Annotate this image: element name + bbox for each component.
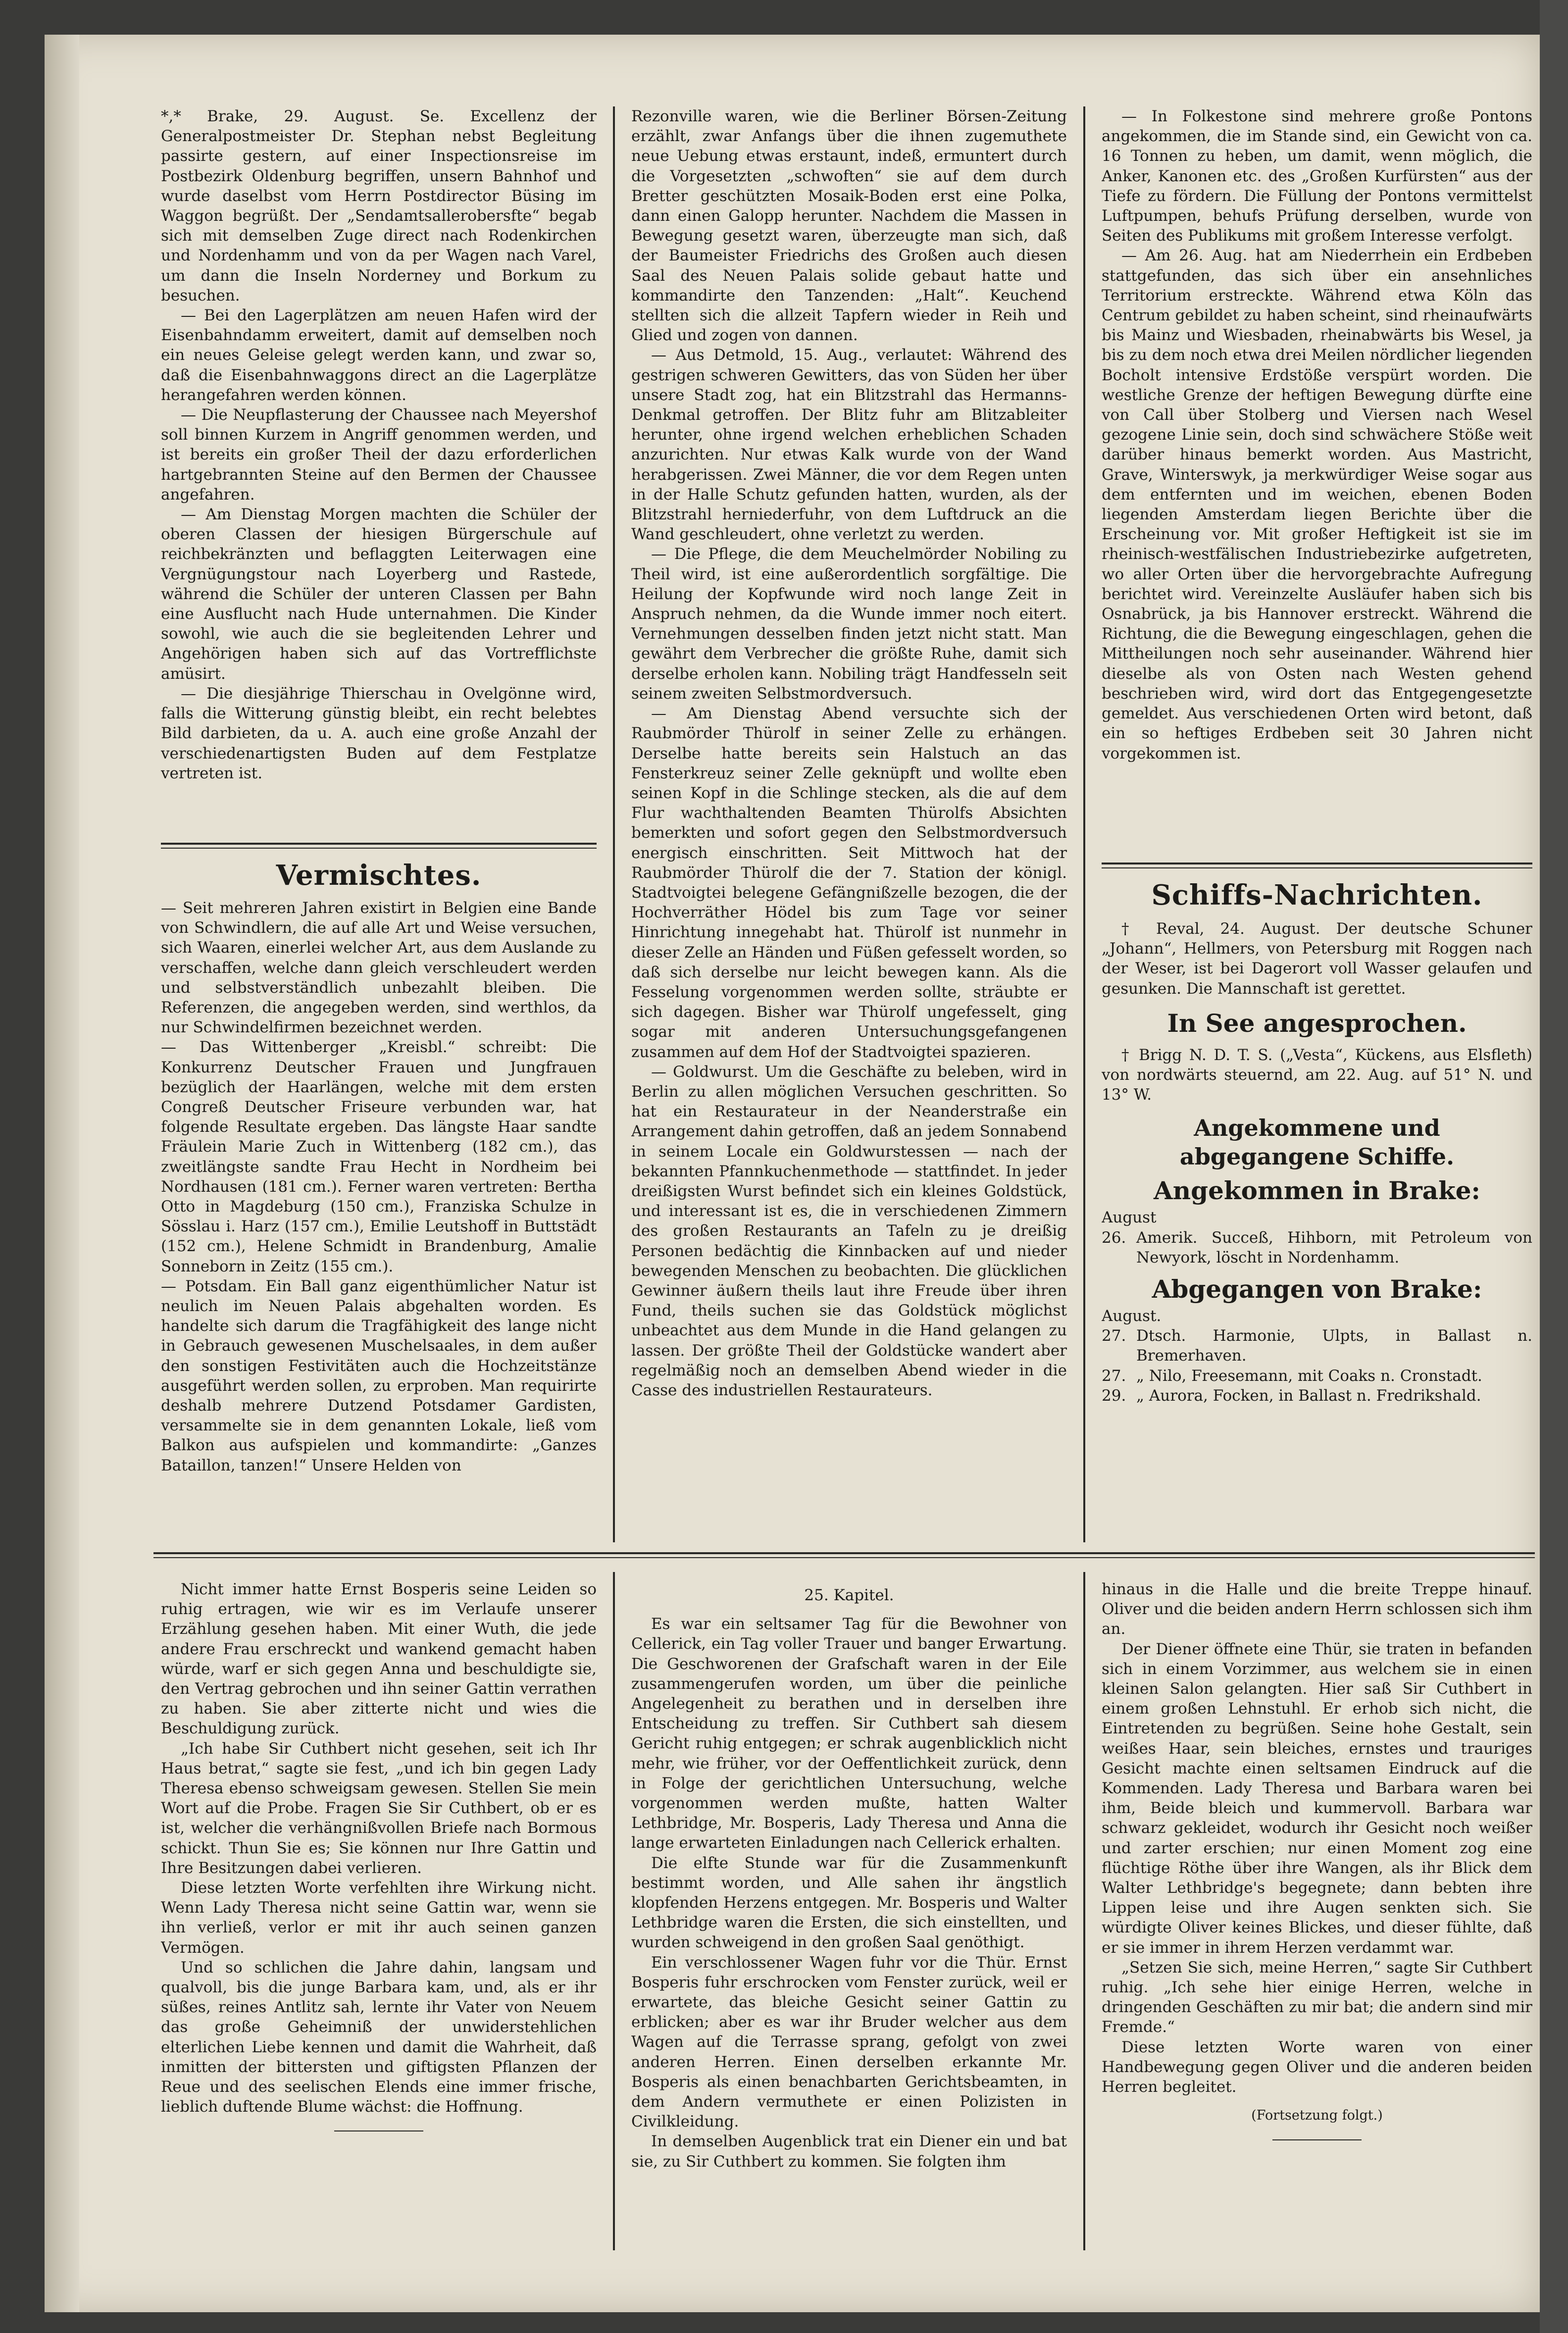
feuilleton-separator: [153, 1552, 1535, 1554]
novel-paragraph: Nicht immer hatte Ernst Bosperis seine Leiden so ruhig ertragen, wie wir es im Verlaufe unserer Erzählung gesehen haben. Mit einer Wuth, die jede andere Frau erschreckt und wankend gemacht haben würde, warf er sich gegen Anna und beschuldigte sie, den Vertrag gebrochen und ihn seiner Gattin verrathen zu haben. Sie aber zitterte nicht und wies die Beschuldigung zurück.: [161, 1580, 597, 1738]
subtitle-abgegangen-von-brake: Abgegangen von Brake:: [1152, 1274, 1482, 1304]
article-rezonville-continued: Rezonville waren, wie die Berliner Börsen-Zeitung erzählt, zwar Anfangs über die ihnen zugemuthete neue Uebung etwas erstaunt, indeß, ermuntert durch die Vorgesetzten „schwoften“ sie auf dem durch Bretter geschützten Mosaik-Boden erst eine Polka, dann einen Galopp herunter. Nachdem die Massen in Bewegung gesetzt waren, überzeugte man sich, daß der Baumeister Friedrichs des Großen auch diesen Saal des Neuen Palais solide gebaut hatte und kommandirte den Tanzenden: „Halt“. Keuchend stellten sich die allzeit Tapfern wieder in Reih und Glied und zogen von dannen.: [631, 107, 1067, 345]
novel-paragraph: In demselben Augenblick trat ein Diener ein und bat sie, zu Sir Cuthbert zu kommen. Sie folgten ihm: [631, 2132, 1067, 2171]
novel-paragraph: „Setzen Sie sich, meine Herren,“ sagte Sir Cuthbert ruhig. „Ich sehe hier einige Herren, welche in dringenden Geschäften zu mir bat; die andern sind mir Fremde.“: [1102, 1958, 1532, 2036]
article-haarlaengen: — Das Wittenberger „Kreisbl.“ schreibt: Die Konkurrenz Deutscher Frauen und Jungfrauen bezüglich der Haarlängen, welche mit dem ersten Congreß Deutscher Friseure verbunden war, hat folgende Resultate ergeben. Das längste Haar sandte Fräulein Marie Zuch in Wittenberg (182 cm.), das zweitlängste sandte Frau Hecht in Nordheim bei Nordhausen (181 cm.). Ferner waren vertreten: Bertha Otto in Magdeburg (150 cm.), Franziska Schulze in Sösslau i. Harz (157 cm.), Emilie Leutshoff in Buttstädt (152 cm.), Helene Schmidt in Brandenburg, Amalie Sonneborn in Zeitz (155 cm.).: [161, 1038, 597, 1275]
arrivals-month: August: [1102, 1209, 1157, 1227]
column-divider-bottom-2: [1083, 1572, 1085, 2250]
novel-paragraph: „Ich habe Sir Cuthbert nicht gesehen, seit ich Ihr Haus betrat,“ sagte sie fest, „und ich bin gegen Lady Theresa ebenso schweigsam gewesen. Stellen Sie mein Wort auf die Probe. Fragen Sie Sir Cuthbert, ob er es ist, welcher die verhängnißvollen Briefe nach Bormous schickt. Thun Sie es; Sie können nur Ihre Gattin und Ihre Besitzungen dabei verlieren.: [161, 1739, 597, 1877]
novel-paragraph: Der Diener öffnete eine Thür, sie traten in befanden sich in einem Vorzimmer, aus welchem sie in einen kleinen Salon gelangten. Hier saß Sir Cuthbert in einem großen Lehnstuhl. Er erhob sich nicht, die Eintretenden zu begrüßen. Seine hohe Gestalt, sein weißes Haar, sein bleiches, ernstes und trauriges Gesicht machte einen seltsamen Eindruck auf die Kommenden. Lady Theresa und Barbara waren bei ihm, Beide bleich und kummervoll. Barbara war schwarz gekleidet, wodurch ihr Gesicht noch weißer und zarter erschien; nur einen Moment zog eine flüchtige Röthe über ihre Wangen, als ihr Blick dem Walter Lethbridge's begegnete; dann bebten ihre Lippen leise und ihre Augen senkten sich. Sie würdigte Oliver keines Blickes, und dieser fühlte, daß er sie immer in ihrem Herzen verdammt war.: [1102, 1640, 1532, 1957]
departure-date: 29.: [1102, 1386, 1126, 1405]
novel-paragraph: Ein verschlossener Wagen fuhr vor die Thür. Ernst Bosperis fuhr erschrocken vom Fenster zurück, weil er erwartete, das bleiche Gesicht seiner Gattin zu erblicken; aber es war ihr Bruder welcher aus dem Wagen auf die Terrasse sprang, gefolgt von zwei anderen Herren. Einen derselben erkannte Mr. Bosperis als einen benachbarten Gerichtsbeamten, in dem Andern vermuthete er einen Polizisten in Civilkleidung.: [631, 1953, 1067, 2131]
departure-text: „ Aurora, Focken, in Ballast n. Fredrikshald.: [1136, 1386, 1481, 1405]
departure-row: [1102, 1326, 1532, 1366]
continuation-note: (Fortsetzung folgt.): [1251, 2108, 1383, 2124]
arrival-text: Amerik. Succeß, Hihborn, mit Petroleum von Newyork, löscht in Nordenhamm.: [1136, 1228, 1532, 1267]
chapter-heading: 25. Kapitel.: [804, 1586, 894, 1604]
subtitle-angekommene: Angekommene und: [1194, 1115, 1440, 1142]
rule-before-vermischtes: [161, 843, 597, 845]
article-detmold-blitz: — Aus Detmold, 15. Aug., verlautet: Während des gestrigen schweren Gewitters, das von Süden her über unsere Stadt zog, hat ein Blitzstrahl das Hermanns-Denkmal getroffen. Der Blitz fuhr am Blitzableiter herunter, ohne irgend welchen erheblichen Schaden anzurichten. Nur etwas Kalk wurde von der Wand herabgerissen. Zwei Männer, die vor dem Regen unten in der Halle Schutz gefunden hatten, wurden, als der Blitzstrahl herniederfuhr, von dem Luftdruck an die Wand geschleudert, ohne verletzt zu werden.: [631, 346, 1067, 544]
section-title-schiffs-nachrichten: Schiffs-Nachrichten.: [1151, 879, 1483, 912]
novel-column-1: [161, 1579, 597, 2248]
column-divider-top-1: [613, 106, 615, 1542]
novel-column-2: [631, 1579, 1067, 2248]
subtitle-abgegangene: abgegangene Schiffe.: [1179, 1143, 1455, 1170]
article-neupflasterung: — Die Neupflasterung der Chaussee nach Meyershof soll binnen Kurzem in Angriff genommen werden, und ist bereits ein großer Theil der dazu erforderlichen hartgebrannten Steine auf den Bermen der Chaussee angefahren.: [161, 406, 597, 504]
rule-before-schiffs-thin: [1102, 867, 1532, 868]
column-end-rule: [1272, 2139, 1362, 2140]
novel-paragraph: Es war ein seltsamer Tag für die Bewohner von Cellerick, ein Tag voller Trauer und banger Erwartung. Die Geschworenen der Grafschaft waren in der Eile zusammengerufen worden, um über die peinliche Angelegenheit zu berathen und in derselben ihre Entscheidung zu treffen. Sir Cuthbert sah diesem Gericht ruhig entgegen; er schrak augenblicklich nicht mehr, wie früher, vor der Oeffentlichkeit zurück, denn in Folge der gerichtlichen Untersuchung, welche vorgenommen werden mußte, hatten Walter Lethbridge, Mr. Bosperis, Lady Theresa und Anna die lange erwarteten Einladungen nach Cellerick erhalten.: [631, 1615, 1067, 1852]
novel-column-3: [1102, 1579, 1532, 2248]
top-column-3: [1102, 106, 1532, 864]
article-reval-schuner: † Reval, 24. August. Der deutsche Schuner „Johann“, Hellmers, von Petersburg mit Roggen nach der Weser, ist bei Dagerort voll Wasser gelaufen und gesunken. Die Mannschaft ist gerettet.: [1102, 920, 1532, 998]
article-potsdam-ball: — Potsdam. Ein Ball ganz eigenthümlicher Natur ist neulich im Neuen Palais abgehalten worden. Es handelte sich darum die Tragfähigkeit des lange nicht in Gebrauch gewesenen Muschelsaales, in dem außer den sonstigen Festivitäten auch die Hochzeitstänze ausgeführt werden sollen, zu erproben. Man requirirte deshalb mehrere Dutzend Potsdamer Gardisten, versammelte sie in dem genannten Lokale, ließ vom Balkon aus aufspielen und kommandirte: „Ganzes Bataillon, tanzen!“ Unsere Helden von: [161, 1277, 597, 1474]
article-schuelerausflug: — Am Dienstag Morgen machten die Schüler der oberen Classen der hiesigen Bürgerschule auf reichbekränzten und beflaggten Leiterwagen eine Vergnügungstour nach Loyerberg und Rastede, während die Schüler der unteren Classen per Bahn eine Ausflucht nach Hude unternahmen. Die Kinder sowohl, wie auch die sie begleitenden Lehrer und Angehörigen haben sich auf das Vortrefflichste amüsirt.: [161, 506, 597, 683]
schiffs-nachrichten-section: [1102, 876, 1532, 1542]
article-schwindler-belgien: — Seit mehreren Jahren existirt in Belgien eine Bande von Schwindlern, die auf alle Art und Weise versuchen, sich Waaren, einerlei welcher Art, aus dem Auslande zu verschaffen, welche dann gleich verschleudert werden und selbstverständlich unbezahlt bleiben. Die Referenzen, die angegeben werden, sind werthlos, da nur Schwindelfirmen bezeichnet werden.: [161, 899, 597, 1037]
novel-paragraph: Die elfte Stunde war für die Zusammenkunft bestimmt worden, und Alle sahen ihr ängstlich klopfenden Herzens entgegen. Mr. Bosperis und Walter Lethbridge waren die Ersten, die sich einstellten, und wurden schweigend in den großen Saal genöthigt.: [631, 1854, 1067, 1952]
departure-date: 27.: [1102, 1327, 1126, 1345]
departure-text: „ Nilo, Freesemann, mit Coaks n. Cronstadt.: [1136, 1367, 1482, 1385]
top-column-2: [631, 106, 1067, 1542]
arrival-row: [1102, 1228, 1532, 1268]
article-brigg-vesta: † Brigg N. D. T. S. („Vesta“, Kückens, aus Elsfleth) von nordwärts steuernd, am 22. Aug. auf 51° N. und 13° W.: [1102, 1046, 1532, 1104]
article-folkestone-pontons: — In Folkestone sind mehrere große Pontons angekommen, die im Stande sind, ein Gewicht von ca. 16 Tonnen zu heben, um damit, wenn möglich, die Anker, Kanonen etc. des „Großen Kurfürsten“ aus der Tiefe zu fördern. Die Füllung der Pontons vermittelst Luftpumpen, behufs Prüfung derselben, wurde von Seiten des Publikums mit großem Interesse verfolgt.: [1102, 107, 1532, 245]
novel-paragraph: Und so schlichen die Jahre dahin, langsam und qualvoll, bis die junge Barbara kam, und, als er ihr süßes, reines Antlitz sah, lernte ihr Vater von Neuem das große Geheimniß der unwiderstehlichen elterlichen Liebe kennen und damit die Wahrheit, daß inmitten der bittersten und giftigsten Pflanzen der Reue und des seelischen Elends eine immer frische, lieblich duftende Blume wächst: die Hoffnung.: [161, 1958, 597, 2116]
departure-row: [1102, 1366, 1532, 1386]
article-thierschau: — Die diesjährige Thierschau in Ovelgönne wird, falls die Witterung günstig bleibt, ein recht belebtes Bild darbieten, da u. A. auch eine große Anzahl der verschiedenartigsten Buden auf dem Festplatze vertreten ist.: [161, 684, 597, 782]
subtitle-in-see-angesprochen: In See angesprochen.: [1167, 1008, 1467, 1038]
article-lagerplaetze: — Bei den Lagerplätzen am neuen Hafen wird der Eisenbahndamm erweitert, damit auf demselben noch ein neues Geleise gelegt werden kann, und zwar so, daß die Eisenbahnwaggons direct an die Lagerplätze herangefahren werden können.: [161, 306, 597, 404]
rule-before-schiffs: [1102, 862, 1532, 864]
vermischtes-section: [161, 857, 597, 1545]
departure-row: [1102, 1386, 1532, 1406]
column-end-rule: [334, 2130, 423, 2131]
rule-before-vermischtes-thin: [161, 848, 597, 849]
article-brake-stephan: *,* Brake, 29. August. Se. Excellenz der Generalpostmeister Dr. Stephan nebst Begleitung passirte gestern, auf einer Inspectionsreise im Postbezirk Oldenburg begriffen, unsern Bahnhof und wurde daselbst vom Herrn Postdirector Büsing im Waggon begrüßt. Der „Sendamtsallerobersfte“ begab sich mit demselben Zuge direct nach Rodenkirchen und Nordenhamm und von da per Wagen nach Varel, um dann die Inseln Norderney und Borkum zu besuchen.: [161, 107, 597, 304]
departure-date: 27.: [1102, 1367, 1126, 1385]
right-edge-background: [1540, 0, 1568, 2333]
subtitle-angekommen-in-brake: Angekommen in Brake:: [1154, 1176, 1480, 1206]
departures-month: August.: [1102, 1307, 1162, 1325]
departures-list: [1102, 1306, 1532, 1406]
novel-paragraph: Diese letzten Worte verfehlten ihre Wirkung nicht. Wenn Lady Theresa nicht seine Gattin war, wenn sie ihn verließ, verlor er mit ihr auch seinen ganzen Vermögen.: [161, 1879, 597, 1957]
article-goldwurst: — Goldwurst. Um die Geschäfte zu beleben, wird in Berlin zu allen möglichen Versuchen geschritten. So hat ein Restaurateur in der Neanderstraße ein Arrangement dahin getroffen, daß an jedem Sonnabend in seinem Locale ein Goldwurstessen — nach der bekannten Pfannkuchenmethode — stattfindet. In jeder dreißigsten Wurst befindet sich ein kleines Goldstück, und interessant ist es, die in verschiedenen Zimmern des großen Restaurants an Tafeln zu je dreißig Personen bedächtig die Kinnbacken auf und nieder bewegenden Menschen zu beobachten. Die glücklichen Gewinner äußern theils laut ihre Freude über ihren Fund, theils suchen sie das Goldstück möglichst unbeachtet aus dem Munde in die Hand gelangen zu lassen. Der größte Theil der Goldstücke wandert aber regelmäßig noch an demselben Abend wieder in die Casse des industriellen Restaurateurs.: [631, 1063, 1067, 1399]
arrival-date: 26.: [1102, 1228, 1126, 1247]
article-nobiling: — Die Pflege, die dem Meuchelmörder Nobiling zu Theil wird, ist eine außerordentlich sorgfältige. Die Heilung der Kopfwunde wird noch lange Zeit in Anspruch nehmen, da die Wunde immer noch eitert. Vernehmungen desselben finden jetzt nicht statt. Man gewährt dem Verbrecher die größte Ruhe, damit sich derselbe erholen kann. Nobiling trägt Handfesseln seit seinem zweiten Selbstmordversuch.: [631, 545, 1067, 703]
section-title-vermischtes: Vermischtes.: [276, 859, 482, 892]
departure-text: Dtsch. Harmonie, Ulpts, in Ballast n. Bremerhaven.: [1136, 1327, 1532, 1365]
arrivals-list: [1102, 1208, 1532, 1268]
novel-paragraph: hinaus in die Halle und die breite Treppe hinauf. Oliver und die beiden andern Herrn schlossen sich ihm an.: [1102, 1580, 1532, 1638]
page-binding-shadow: [45, 35, 79, 2312]
article-thuerolf: — Am Dienstag Abend versuchte sich der Raubmörder Thürolf in seiner Zelle zu erhängen. Derselbe hatte bereits sein Halstuch an das Fensterkreuz seiner Zelle geknüpft und wollte eben seinen Kopf in die Schlinge stecken, als die auf dem Flur wachthaltenden Beamten Thürolfs Absichten bemerkten und sofort gegen den Selbstmordversuch energisch einschritten. Seit Mittwoch hat der Raubmörder Thürolf die der 7. Station der königl. Stadtvoigtei belegene Gefängnißzelle bezogen, die der Hochverräther Hödel bis zum Tage vor seiner Hinrichtung innegehabt hat. Thürolf ist nunmehr in dieser Zelle an Händen und Füßen gefesselt worden, so daß sich derselbe nur leicht bewegen kann. Als die Fesselung vorgenommen werden sollte, sträubte er sich dagegen. Bisher war Thürolf ungefesselt, ging sogar mit anderen Untersuchungsgefangenen zusammen auf dem Hof der Stadtvoigtei spazieren.: [631, 705, 1067, 1061]
novel-paragraph: Diese letzten Worte waren von einer Handbewegung gegen Oliver und die anderen beiden Herren begleitet.: [1102, 2038, 1532, 2096]
column-divider-bottom-1: [613, 1572, 615, 2250]
top-column-1: [161, 106, 597, 824]
article-erdbeben: — Am 26. Aug. hat am Niederrhein ein Erdbeben stattgefunden, das sich über ein ansehnliches Territorium erstreckte. Während etwa Köln das Centrum gebildet zu haben scheint, sind rheinaufwärts bis Mainz und Wiesbaden, rheinabwärts bis Wesel, ja bis zu dem noch etwa drei Meilen nördlicher liegenden Bocholt intensive Erdstöße verspürt worden. Die westliche Grenze der heftigen Bewegung dürfte eine von Call über Stolberg und Viersen nach Wesel gezogene Linie sein, doch sind schwächere Stöße weit darüber hinaus bemerkt worden. Aus Mastricht, Grave, Winterswyk, ja merkwürdiger Weise sogar aus dem entfernten und im weichen, ebenen Boden liegenden Amsterdam liegen Berichte über die Erscheinung vor. Mit großer Heftigkeit ist sie im rheinisch-westfälischen Industriebezirke aufgetreten, wo aller Orten über die hervorgebrachte Aufregung berichtet wird. Vereinzelte Ausläufer haben sich bis Osnabrück, ja bis Hannover erstreckt. Während die Richtung, die die Bewegung eingeschlagen, gehen die Mittheilungen noch sehr auseinander. Während hier dieselbe als von Osten nach Westen gehend beschrieben wird, wird dort das Entgegengesetzte gemeldet. Aus verschiedenen Orten wird betont, daß ein so heftiges Erdbeben seit 30 Jahren nicht vorgekommen ist.: [1102, 247, 1532, 762]
column-divider-top-2: [1083, 106, 1085, 1542]
feuilleton-separator-thin: [153, 1557, 1535, 1558]
